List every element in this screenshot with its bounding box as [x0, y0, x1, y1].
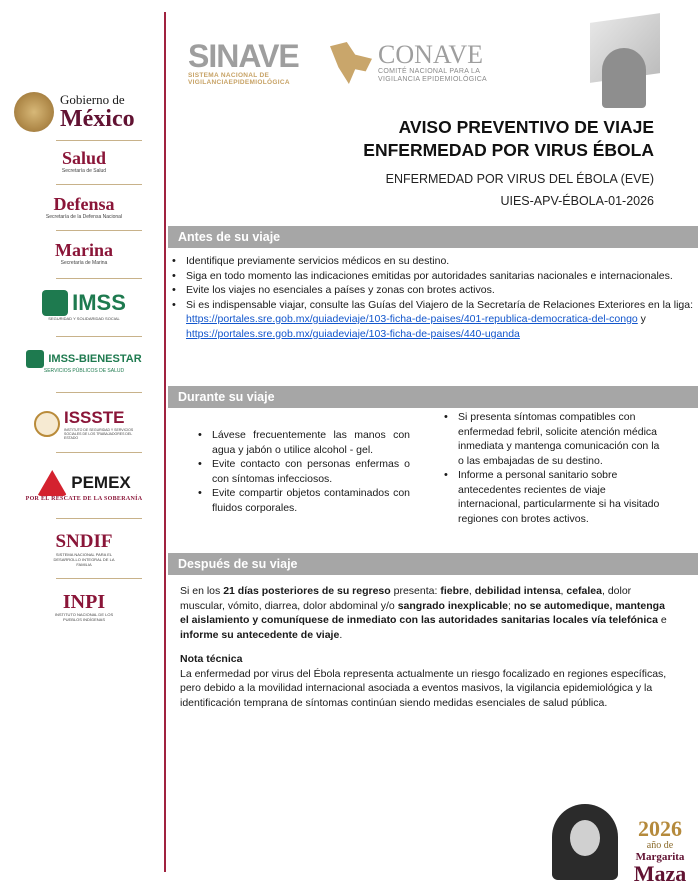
divider	[56, 140, 142, 141]
defensa-sub: Secretaría de la Defensa Nacional	[45, 214, 123, 220]
portrait-face-icon	[570, 820, 600, 856]
section-bar-antes: Antes de su viaje	[168, 226, 698, 248]
conave-logo	[330, 42, 498, 84]
salud-logo	[14, 148, 154, 174]
antes-content	[170, 254, 694, 341]
list-item: • Identifique previamente servicios médicos en su destino.	[170, 254, 694, 269]
paragraph-text: Si en los	[180, 585, 224, 597]
mexico-map-icon	[330, 42, 372, 84]
imss-bienestar-icon	[26, 350, 44, 368]
paragraph-text: .	[339, 628, 343, 641]
imss-logo	[14, 290, 154, 322]
paragraph-text: presenta:	[390, 585, 441, 597]
year-ano-de: año de	[646, 840, 674, 851]
divider	[56, 336, 142, 337]
list-item: • Siga en todo momento las indicaciones emitidas por autoridades sanitarias nacionales e internacionales.	[170, 269, 694, 284]
paragraph-text: e	[657, 614, 667, 626]
list-item: • Lávese frecuentemente las manos con agua y jabón o utilice alcohol - gel.	[196, 428, 410, 457]
nota-tecnica-title: Nota técnica	[180, 653, 243, 665]
imss-icon	[42, 290, 68, 316]
list-item	[170, 298, 694, 342]
institution-sidebar	[0, 0, 160, 885]
issste-logo	[14, 408, 154, 440]
year-badge	[624, 818, 696, 885]
margarita-maza-portrait	[552, 804, 618, 880]
sndif-name: SNDIF	[55, 531, 113, 552]
durante-left	[196, 428, 410, 515]
emphasis-text: informe su antecedente de viaje	[180, 628, 340, 641]
defensa-logo	[14, 194, 154, 220]
marina-logo	[14, 240, 154, 266]
emphasis-text: sangrado inexplicable	[397, 599, 508, 612]
imss-sub: SEGURIDAD Y SOLIDARIDAD SOCIAL	[48, 316, 120, 321]
title-line1: AVISO PREVENTIVO DE VIAJE	[398, 117, 654, 137]
sinave-word: SINAVE	[188, 38, 299, 74]
divider	[56, 578, 142, 579]
section-bar-durante: Durante su viaje	[168, 386, 698, 408]
issste-sub: INSTITUTO DE SEGURIDAD Y SERVICIOS SOCIALES DE LOS TRABAJADORES DEL ESTADO	[64, 428, 134, 440]
salud-sub: Secretaría de Salud	[61, 168, 107, 174]
sinave-sub: SISTEMA NACIONAL DE VIGILANCIAEPIDEMIOLÓGICA	[188, 72, 290, 86]
year-name2: Maza	[633, 861, 687, 885]
gobierno-line2: México	[60, 106, 135, 132]
defensa-name: Defensa	[53, 194, 115, 214]
travel-guide-text: Si es indispensable viajar, consulte las Guías del Viajero de la Secretaría de Relaciones Exteriores en la liga:	[186, 298, 694, 311]
conave-word: CONAVE	[378, 40, 483, 69]
marina-sub: Secretaría de Marina	[60, 260, 108, 266]
imss-bienestar-name: IMSS-BIENESTAR	[48, 353, 142, 365]
durante-right	[442, 410, 668, 526]
gobierno-mexico-logo	[14, 92, 154, 132]
imss-bienestar-logo	[14, 350, 154, 374]
issste-icon	[34, 411, 60, 437]
emphasis-text: no se automedique, mantenga el aislamiento y comuníquese de inmediato con las autoridades sanitarias locales vía telefónica	[180, 599, 665, 626]
gobierno-line1: Gobierno de	[60, 92, 125, 107]
divider	[56, 452, 142, 453]
sinave-logo	[188, 40, 300, 86]
inpi-logo	[14, 592, 154, 622]
title-line2: ENFERMEDAD POR VIRUS ÉBOLA	[363, 140, 654, 160]
list-item: • Si presenta síntomas compatibles con enfermedad febril, solicite atención médica inmediata y mantenga comunicación con la o las embajadas de su destino.	[442, 410, 668, 468]
heroine-flag-illustration	[570, 18, 670, 108]
list-item: • Informe a personal sanitario sobre antecedentes recientes de viaje internacional, particularmente si ha visitado regiones con brotes activos.	[442, 468, 668, 526]
paragraph-text: ,	[468, 585, 475, 597]
year-name1: Margarita	[635, 851, 685, 863]
figure-icon	[602, 48, 646, 108]
nota-tecnica-text: La enfermedad por virus del Ébola representa actualmente un riesgo focalizado en regiones específicas, pero debido a la movilidad internacional asociada a eventos masivos, la vigilancia epidemiológica y la identificación temprana de síntomas continúan siendo medidas esenciales de salud pública.	[180, 667, 667, 709]
pemex-icon	[37, 470, 67, 496]
sndif-logo	[14, 532, 154, 567]
paragraph-text: , dolor muscular, vómito, diarrea, dolor abdominal y/o	[180, 585, 632, 612]
emphasis-text: debilidad intensa	[474, 585, 561, 597]
salud-name: Salud	[61, 148, 107, 168]
link-congo[interactable]: https://portales.sre.gob.mx/guiadeviaje/103-ficha-de-paises/401-republica-democratica-del-congo	[186, 313, 638, 325]
after-travel-paragraph	[180, 584, 676, 642]
emphasis-text: fiebre	[440, 585, 469, 597]
subtitle: ENFERMEDAD POR VIRUS DEL ÉBOLA (EVE)	[385, 172, 654, 186]
imss-name: IMSS	[72, 290, 126, 315]
section-bar-despues: Después de su viaje	[168, 553, 698, 575]
paragraph-text: ;	[507, 599, 514, 612]
pemex-name: PEMEX	[71, 473, 131, 492]
document-code: UIES-APV-ÉBOLA-01-2026	[500, 194, 654, 208]
emphasis-text: cefalea	[566, 585, 602, 597]
link-uganda[interactable]: https://portales.sre.gob.mx/guiadeviaje/103-ficha-de-paises/440-uganda	[186, 327, 520, 340]
issste-name: ISSSTE	[64, 408, 125, 427]
list-item: • Evite contacto con personas enfermas o con síntomas infecciosos.	[196, 457, 410, 486]
marina-name: Marina	[55, 240, 113, 260]
despues-content	[180, 584, 676, 710]
link-connector: y	[637, 313, 646, 325]
pemex-slogan: POR EL RESCATE DE LA SOBERANÍA	[25, 496, 143, 502]
divider	[56, 278, 142, 279]
document-title	[363, 116, 654, 208]
divider	[56, 392, 142, 393]
pemex-logo	[14, 470, 154, 502]
list-item: • Evite compartir objetos contaminados con fluidos corporales.	[196, 486, 410, 515]
divider	[56, 184, 142, 185]
imss-bienestar-sub: SERVICIOS PÚBLICOS DE SALUD	[43, 368, 125, 374]
conave-sub: COMITÉ NACIONAL PARA LA VIGILANCIA EPIDEMIOLÓGICA	[378, 68, 488, 83]
inpi-sub: INSTITUTO NACIONAL DE LOS PUEBLOS INDÍGENAS	[54, 612, 114, 622]
inpi-name: INPI	[62, 591, 106, 613]
divider	[56, 230, 142, 231]
year-number: 2026	[638, 816, 682, 841]
emphasis-text: 21 días posteriores de su regreso	[223, 585, 391, 597]
vertical-divider	[164, 12, 166, 872]
list-item: • Evite los viajes no esenciales a países y zonas con brotes activos.	[170, 283, 694, 298]
paragraph-text: ,	[560, 585, 567, 597]
national-seal-icon	[14, 92, 54, 132]
sndif-sub: SISTEMA NACIONAL PARA EL DESARROLLO INTEGRAL DE LA FAMILIA	[53, 552, 115, 567]
divider	[56, 518, 142, 519]
